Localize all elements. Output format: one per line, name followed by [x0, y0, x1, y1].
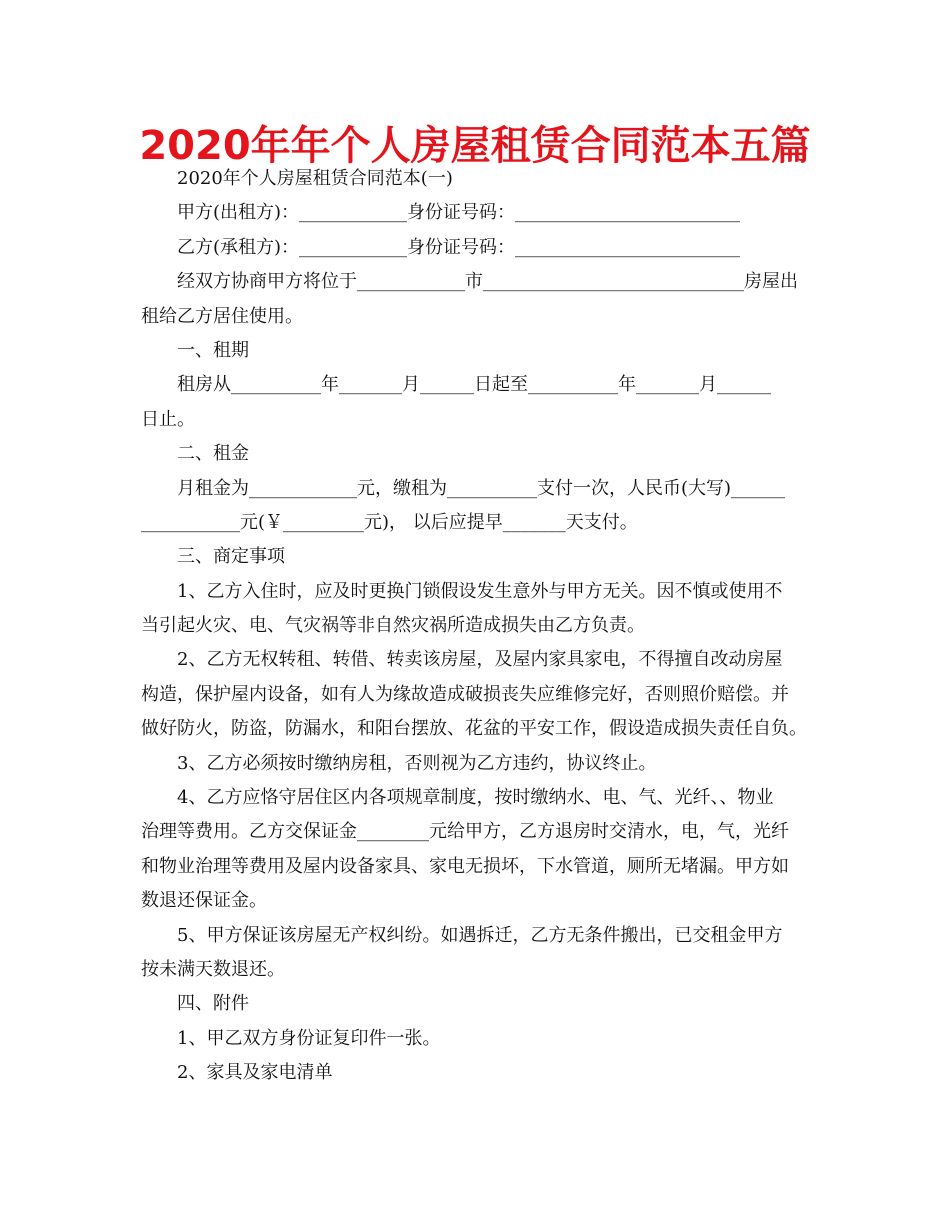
- term-2-continued-b: 做好防火，防盗，防漏水，和阳台摆放、花盆的平安工作，假设造成损失责任自负。: [141, 718, 807, 740]
- term-2-continued-a: 构造，保护屋内设备，如有人为缘故造成破损丧失应维修完好，否则照价赔偿。并: [141, 683, 789, 705]
- document-body: [141, 162, 816, 1091]
- term-5-line: 5、甲方保证该房屋无产权纠纷。如遇拆迁，乙方无条件搬出，已交租金甲方: [177, 924, 783, 946]
- party-a-line: 甲方(出租方)：____________身份证号码：_________________________: [177, 202, 741, 224]
- term-4-continued-b: 和物业治理等费用及屋内设备家具、家电无损坏，下水管道，厕所无堵漏。甲方如: [141, 855, 789, 877]
- property-location-continued: 租给乙方居住使用。: [141, 305, 303, 327]
- term-1-continued: 当引起火灾、电、气灾祸等非自然灾祸所造成损失由乙方负责。: [141, 615, 645, 637]
- lease-term-line: 租房从__________年_______月______日起至__________年_______月______: [177, 374, 771, 396]
- party-b-line: 乙方(承租方)：____________身份证号码：_________________________: [177, 236, 741, 258]
- property-location-line: 经双方协商甲方将位于____________市_____________________________房屋出: [177, 271, 798, 293]
- contract-subtitle: 2020年个人房屋租赁合同范本(一): [177, 168, 453, 189]
- lease-term-continued: 日止。: [141, 408, 195, 430]
- section-heading-rent: 二、租金: [177, 443, 249, 465]
- term-3-line: 3、乙方必须按时缴纳房租，否则视为乙方违约，协议终止。: [177, 752, 657, 774]
- term-5-continued: 按未满天数退还。: [141, 958, 285, 980]
- attachment-1-line: 1、甲乙双方身份证复印件一张。: [177, 1027, 441, 1049]
- term-4-continued-c: 数退还保证金。: [141, 890, 267, 912]
- section-heading-terms: 三、商定事项: [177, 546, 285, 568]
- term-4-continued-a: 治理等费用。乙方交保证金________元给甲方，乙方退房时交清水，电，气，光纤: [141, 821, 789, 843]
- rent-continued: ___________元(￥_________元)， 以后应提早_______天支付。: [141, 511, 638, 533]
- document-title: 2020年年个人房屋租赁合同范本五篇: [139, 123, 811, 169]
- attachment-2-line: 2、家具及家电清单: [177, 1062, 333, 1084]
- term-4-line: 4、乙方应恪守居住区内各项规章制度，按时缴纳水、电、气、光纤、、物业: [177, 787, 774, 809]
- section-heading-attachments: 四、附件: [177, 993, 249, 1015]
- section-heading-lease-term: 一、租期: [177, 339, 249, 361]
- rent-line: 月租金为____________元，缴租为__________支付一次，人民币(大写)______: [177, 477, 786, 499]
- term-1-line: 1、乙方入住时，应及时更换门锁假设发生意外与甲方无关。因不慎或使用不: [177, 580, 783, 602]
- term-2-line: 2、乙方无权转租、转借、转卖该房屋，及屋内家具家电，不得擅自改动房屋: [177, 649, 783, 671]
